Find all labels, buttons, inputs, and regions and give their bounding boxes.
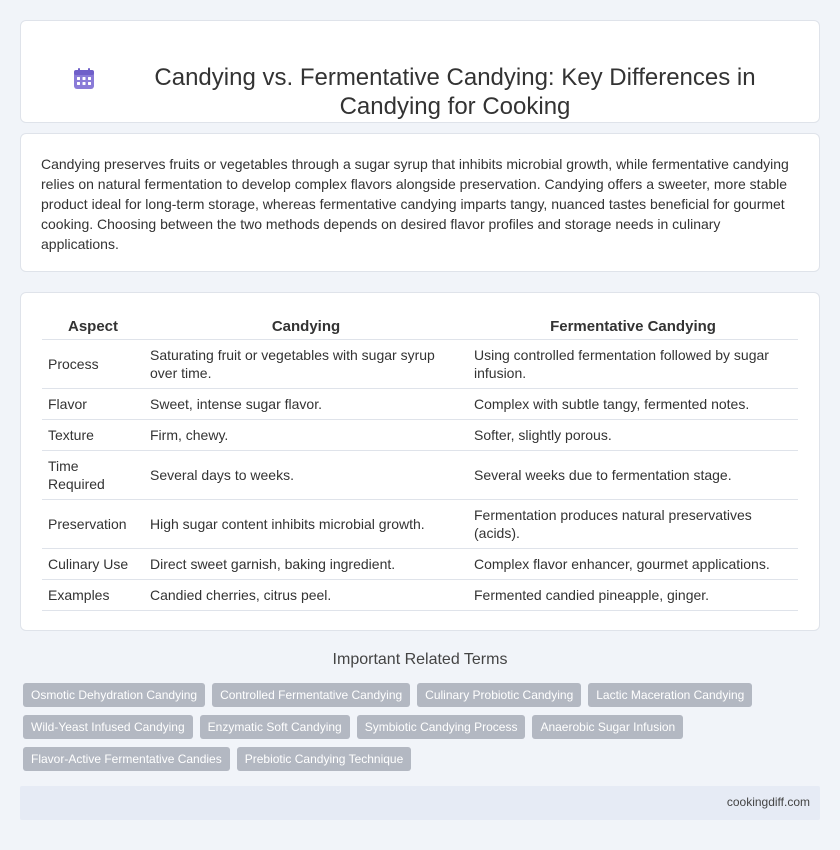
related-term-tag[interactable]: Culinary Probiotic Candying <box>417 683 581 707</box>
related-terms-title: Important Related Terms <box>332 651 508 668</box>
row-aspect: Process <box>42 339 144 388</box>
row-aspect: Preservation <box>42 499 144 548</box>
row-aspect: Culinary Use <box>42 548 144 579</box>
page-title: Candying vs. Fermentative Candying: Key Differences in Candying for Cooking <box>154 64 756 120</box>
header-aspect: Aspect <box>42 315 144 339</box>
table-header-row <box>42 315 798 339</box>
row-fermentative: Fermentation produces natural preservatives (acids). <box>468 499 798 548</box>
header-fermentative-candying: Fermentative Candying <box>468 315 798 339</box>
row-candying: Saturating fruit or vegetables with sugar syrup over time. <box>144 339 468 388</box>
row-fermentative: Several weeks due to fermentation stage. <box>468 450 798 499</box>
comparison-table-card <box>20 292 820 631</box>
row-aspect: Flavor <box>42 388 144 419</box>
related-term-tag[interactable]: Wild-Yeast Infused Candying <box>23 715 193 739</box>
row-aspect: Examples <box>42 579 144 610</box>
footer <box>20 786 820 820</box>
footer-site-link[interactable]: cookingdiff.com <box>726 795 810 809</box>
row-candying: Direct sweet garnish, baking ingredient. <box>144 548 468 579</box>
related-term-tag[interactable]: Flavor-Active Fermentative Candies <box>23 747 230 771</box>
header-candying: Candying <box>144 315 468 339</box>
table-row <box>42 499 798 548</box>
related-terms-list <box>23 683 783 771</box>
table-row <box>42 450 798 499</box>
row-candying: Firm, chewy. <box>144 419 468 450</box>
comparison-table <box>42 315 798 611</box>
row-fermentative: Complex with subtle tangy, fermented notes. <box>468 388 798 419</box>
row-candying: Sweet, intense sugar flavor. <box>144 388 468 419</box>
table-row <box>42 339 798 388</box>
related-term-tag[interactable]: Enzymatic Soft Candying <box>200 715 350 739</box>
row-fermentative: Complex flavor enhancer, gourmet applications. <box>468 548 798 579</box>
table-row <box>42 548 798 579</box>
intro-paragraph: Candying preserves fruits or vegetables through a sugar syrup that inhibits microbial growth, while fermentative candying relies on natural fermentation to develop complex flavors alongside preservation. Candying offers a sweeter, more stable product ideal for long-term storage, whereas fermentative candying imparts tangy, nuanced tastes beneficial for gourmet cooking. Choosing between the two methods depends on desired flavor profiles and storage needs in culinary applications. <box>41 156 789 252</box>
related-term-tag[interactable]: Symbiotic Candying Process <box>357 715 526 739</box>
related-term-tag[interactable]: Osmotic Dehydration Candying <box>23 683 205 707</box>
row-candying: Candied cherries, citrus peel. <box>144 579 468 610</box>
table-row <box>42 579 798 610</box>
row-fermentative: Using controlled fermentation followed by sugar infusion. <box>468 339 798 388</box>
row-fermentative: Softer, slightly porous. <box>468 419 798 450</box>
table-row <box>42 388 798 419</box>
row-aspect: Texture <box>42 419 144 450</box>
row-candying: High sugar content inhibits microbial growth. <box>144 499 468 548</box>
related-term-tag[interactable]: Prebiotic Candying Technique <box>237 747 412 771</box>
row-aspect: Time Required <box>42 450 144 499</box>
related-term-tag[interactable]: Lactic Maceration Candying <box>588 683 752 707</box>
related-term-tag[interactable]: Controlled Fermentative Candying <box>212 683 410 707</box>
row-candying: Several days to weeks. <box>144 450 468 499</box>
title-card <box>20 20 820 123</box>
related-term-tag[interactable]: Anaerobic Sugar Infusion <box>532 715 683 739</box>
row-fermentative: Fermented candied pineapple, ginger. <box>468 579 798 610</box>
calendar-icon <box>73 68 95 90</box>
table-row <box>42 419 798 450</box>
intro-card <box>20 133 820 272</box>
